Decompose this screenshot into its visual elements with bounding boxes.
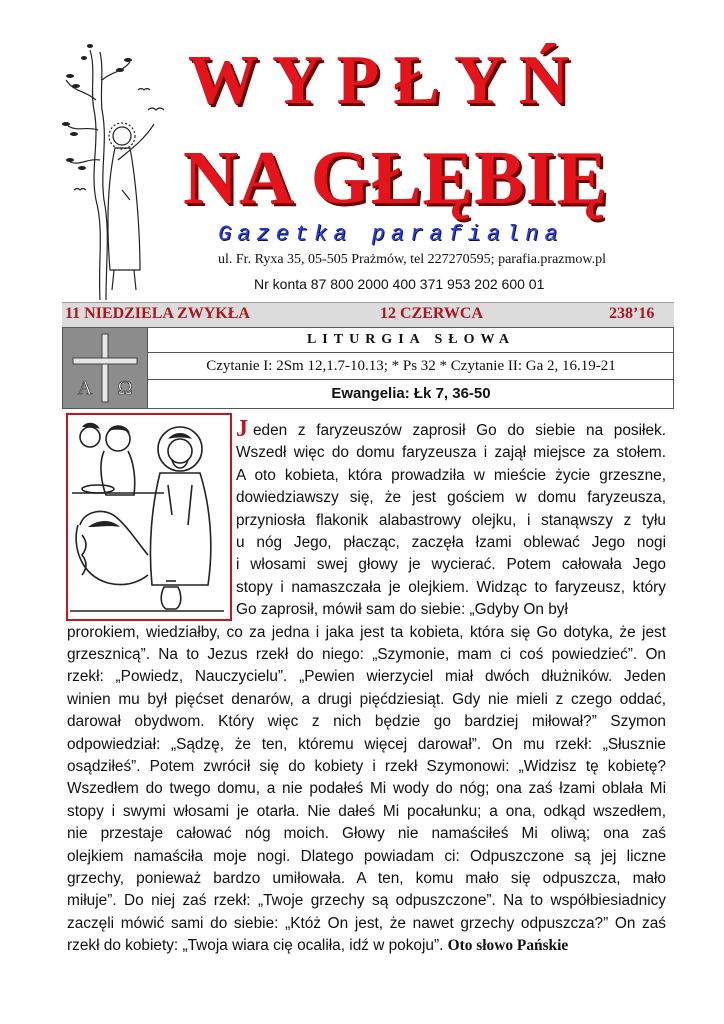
- drop-cap: J: [236, 416, 248, 442]
- date-bar: [62, 302, 674, 328]
- gospel-line: A oto kobieta, która prowadziła w mieście życie grzeszne,: [236, 466, 666, 484]
- gospel-line: Go zaprosił, mówił sam do siebie: „Gdyby On był: [236, 601, 568, 619]
- gospel-last-line: [67, 935, 568, 957]
- gospel-last-line-text: rzekł do kobiety: „Twoja wiara cię ocaliła, idź w pokoju”.: [67, 937, 444, 955]
- readings-list: Czytanie I: 2Sm 12,1.7-10.13; * Ps 32 * Czytanie II: Ga 2, 16.19-21: [147, 353, 674, 380]
- newsletter-title-line-1: WYPŁYŃ: [188, 42, 584, 119]
- gospel-line: osądziłeś”. Potem zwrócił się do kobiety i rzekł Szymonowi: „Widzisz tę kobietę?: [67, 758, 666, 775]
- gospel-line: grzechy, ponieważ bardzo umiłowała. A ten, komu mało się odpuszcza, mało: [67, 870, 666, 887]
- gospel-line: Wszedłem do twego domu, a nie podałeś Mi wody do nóg; ona zaś łzami oblała Mi: [67, 780, 666, 798]
- gospel-line: darował obydwom. Który więc z nich będzie go bardziej miłował?” Szymon: [67, 713, 666, 731]
- issue-number: 238’16: [609, 305, 655, 322]
- bank-account-number: Nr konta 87 800 2000 400 371 953 202 600 01: [254, 276, 545, 292]
- gospel-line: przyniosła flakonik alabastrowy olejku, i stanąwszy z tyłu: [236, 511, 666, 529]
- closing-acclamation: Oto słowo Pańskie: [447, 937, 569, 955]
- gospel-line: Wszedł więc do domu faryzeusza i zajął miejsce za stołem.: [236, 444, 666, 462]
- gospel-line: dowiedziawszy się, że jest gościem w domu faryzeusza,: [236, 489, 666, 507]
- gospel-line: i włosami swej głowy je wycierać. Potem całowała Jego: [236, 556, 666, 574]
- gospel-line: u nóg Jego, płacząc, zaczęła łzami oblewać Jego nogi: [236, 534, 666, 551]
- gospel-line: odpowiedział: „Sądzę, że ten, któremu więcej darował”. On mu rzekł: „Słusznie: [67, 735, 666, 753]
- liturgy-header: LITURGIA SŁOWA: [147, 328, 674, 353]
- gospel-line: rzekł: „Powiedz, Nauczycielu”. „Pewien wierzyciel miał dwóch dłużników. Jeden: [67, 668, 666, 686]
- liturgical-sunday-label: 11 NIEDZIELA ZWYKŁA: [65, 305, 250, 322]
- alpha-omega-cross-icon: [63, 328, 147, 408]
- gospel-reference: Ewangelia: Łk 7, 36-50: [147, 380, 674, 408]
- gospel-line: prorokiem, wiedziałby, co za jedna i jaka jest ta kobieta, która się Go dotyka, że jest: [67, 623, 666, 641]
- liturgy-box: [62, 327, 674, 409]
- gospel-line: nie przestaje całować nóg moich. Głowy nie namaściłeś Mi oliwą; ona zaś: [67, 825, 666, 843]
- st-francis-tree-logo: [60, 40, 168, 302]
- gospel-line: winien mu był pięćset denarów, a drugi pięćdziesiąt. Gdy nie mieli z czego oddać,: [67, 690, 666, 708]
- alpha-letter: A: [77, 377, 93, 399]
- parish-address: ul. Fr. Ryxa 35, 05-505 Prażmów, tel 227270595; parafia.prazmow.pl: [218, 252, 606, 267]
- gospel-line: miłuje”. Do niej zaś rzekł: „Twoje grzechy są odpuszczone”. Na to współbiesiadnicy: [67, 892, 666, 910]
- gospel-line: stopy i swymi włosami je otarła. Nie dałeś Mi pocałunku; a ona, odkąd wszedłem,: [67, 802, 666, 820]
- gospel-line: olejkiem namaściła moje nogi. Dlatego powiadam ci: Odpuszczone są jej liczne: [67, 847, 666, 865]
- gospel-line: zaczęli mówić sami do siebie: „Któż On jest, że nawet grzechy odpuszcza?” On zaś: [67, 914, 666, 932]
- gospel-line: stopy i namaszczała je olejkiem. Widząc to faryzeusz, który: [236, 578, 666, 596]
- gospel-line: eden z faryzeuszów zaprosił Go do siebie na posiłek.: [253, 422, 666, 439]
- gospel-line: grzesznicą”. Na to Jezus rzekł do niego: „Szymonie, mam ci coś powiedzieć”. On: [67, 646, 666, 663]
- omega-letter: Ω: [117, 377, 133, 399]
- newsletter-subtitle: Gazetka parafialna: [218, 222, 564, 247]
- jesus-anointing-illustration: [66, 413, 232, 621]
- newsletter-title-line-2: NA GŁĘBIĘ: [183, 136, 609, 220]
- issue-date: 12 CZERWCA: [380, 305, 483, 322]
